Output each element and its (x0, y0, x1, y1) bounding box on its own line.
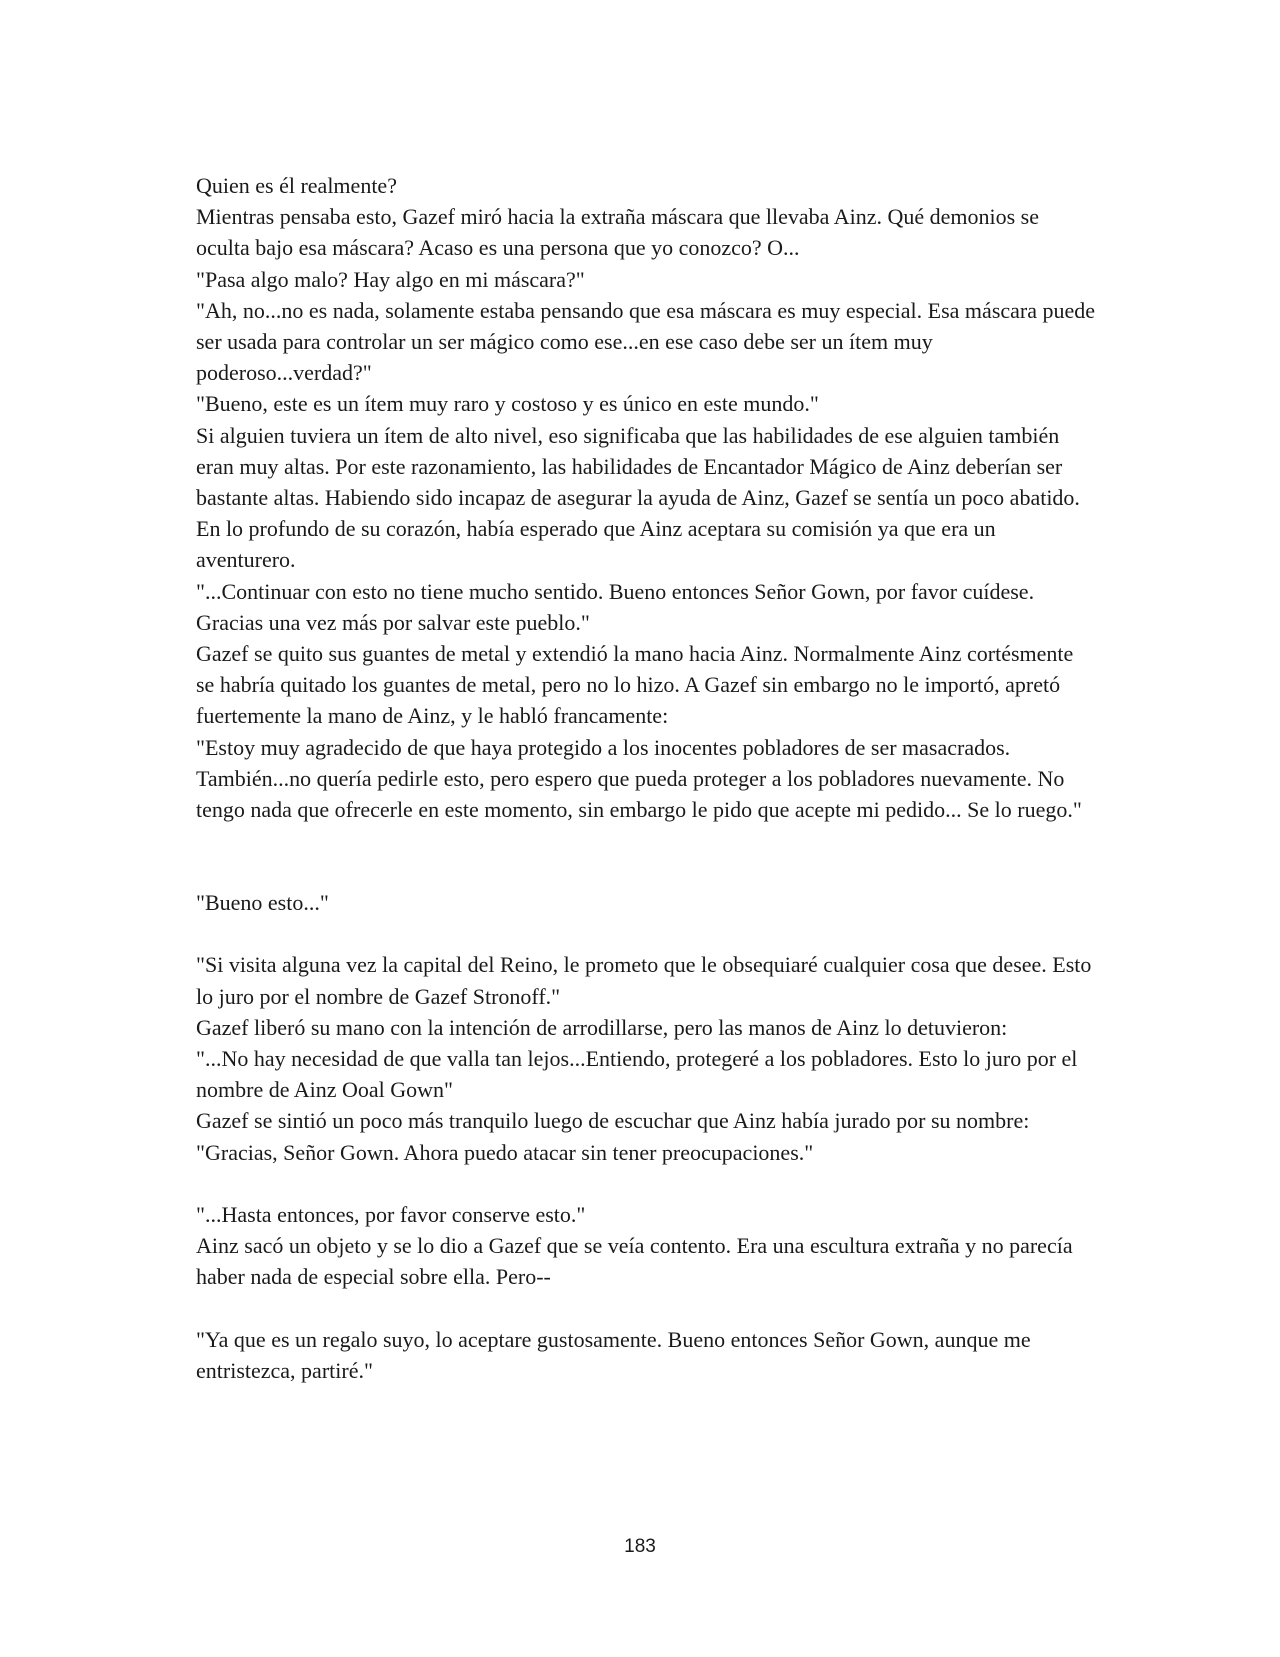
paragraph: Ainz sacó un objeto y se lo dio a Gazef que se veía contento. Era una escultura extraña y no parecía haber nada de especial sobre ella. Pero-- (196, 1233, 1073, 1290)
paragraph: Gazef liberó su mano con la intención de arrodillarse, pero las manos de Ainz lo detuvieron: (196, 1014, 1008, 1040)
body-text (196, 170, 1096, 1386)
paragraph: "...No hay necesidad de que valla tan lejos...Entiendo, protegeré a los pobladores. Esto lo juro por el nombre de Ainz Ooal Gown" (196, 1046, 1078, 1103)
paragraph: En lo profundo de su corazón, había esperado que Ainz aceptara su comisión ya que era un aventurero. (196, 516, 996, 573)
paragraph: Gazef se sintió un poco más tranquilo luego de escuchar que Ainz había jurado por su nombre: (196, 1108, 1030, 1134)
paragraph: "Ah, no...no es nada, solamente estaba pensando que esa máscara es muy especial. Esa máscara puede ser usada para controlar un ser mágico como ese...en ese caso debe ser un ítem muy poderoso...verdad?" (196, 297, 1096, 386)
spacer (196, 918, 1096, 949)
paragraph: "Gracias, Señor Gown. Ahora puedo atacar sin tener preocupaciones." (196, 1139, 814, 1165)
paragraph: Si alguien tuviera un ítem de alto nivel, eso significaba que las habilidades de ese alguien también eran muy altas. Por este razonamiento, las habilidades de Encantador Mágico de Ainz deberían ser bastante altas. Habiendo sido incapaz de asegurar la ayuda de Ainz, Gazef se sentía un poco abatido. (196, 422, 1080, 511)
spacer (196, 1168, 1096, 1199)
paragraph: Gazef se quito sus guantes de metal y extendió la mano hacia Ainz. Normalmente Ainz cortésmente se habría quitado los guantes de metal, pero no lo hizo. A Gazef sin embargo no le importó, apretó fuertemente la mano de Ainz, y le habló francamente: (196, 641, 1074, 729)
paragraph: "Bueno, este es un ítem muy raro y costoso y es único en este mundo." (196, 391, 819, 417)
paragraph: "Si visita alguna vez la capital del Reino, le prometo que le obsequiaré cualquier cosa que desee. Esto lo juro por el nombre de Gazef Stronoff." (196, 952, 1092, 1009)
paragraph: "Estoy muy agradecido de que haya protegido a los inocentes pobladores de ser masacrados. También...no quería pedirle esto, pero espero que pueda proteger a los pobladores nuevamente. No tengo nada que ofrecerle en este momento, sin embargo le pido que acepte mi pedido... Se lo ruego." (196, 734, 1082, 823)
paragraph: Quien es él realmente? (196, 173, 397, 198)
page-number: 183 (624, 1536, 656, 1557)
spacer (196, 825, 1096, 887)
paragraph: "Bueno esto..." (196, 890, 329, 916)
paragraph: Mientras pensaba esto, Gazef miró hacia la extraña máscara que llevaba Ainz. Qué demonios se oculta bajo esa máscara? Acaso es una persona que yo conozco? O... (196, 204, 1039, 261)
paragraph: "Ya que es un regalo suyo, lo aceptare gustosamente. Bueno entonces Señor Gown, aunque me entristezca, partiré." (196, 1326, 1031, 1383)
paragraph: "...Continuar con esto no tiene mucho sentido. Bueno entonces Señor Gown, por favor cuídese. Gracias una vez más por salvar este pueblo." (196, 578, 1035, 635)
paragraph: "Pasa algo malo? Hay algo en mi máscara?" (196, 266, 585, 292)
spacer (196, 1293, 1096, 1324)
paragraph: "...Hasta entonces, por favor conserve esto." (196, 1201, 586, 1227)
